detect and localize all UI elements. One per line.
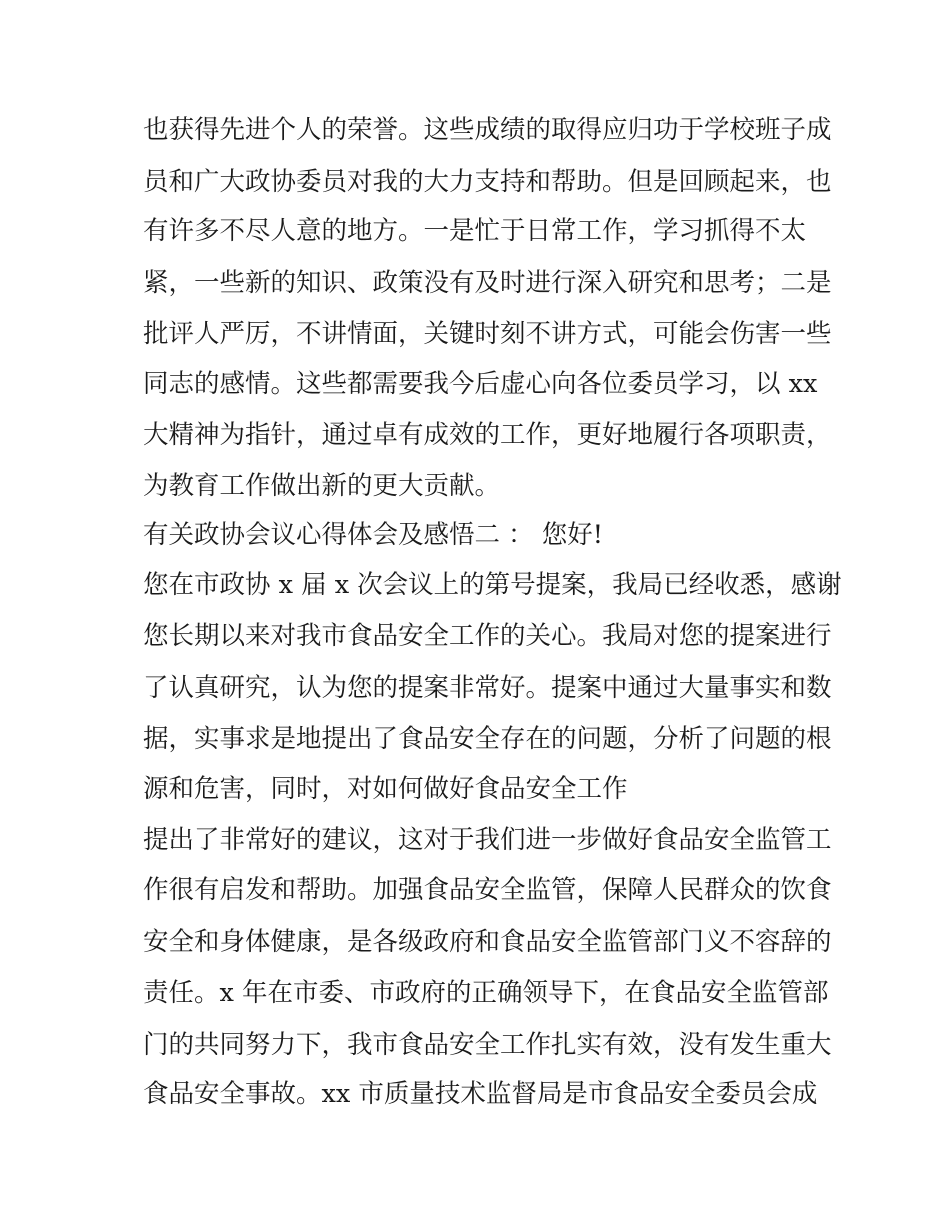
section-heading: 有关政协会议心得体会及感悟二 ： 您好! [143,520,603,550]
text-line: 大精神为指针，通过卓有成效的工作，更好地履行各项职责， [143,420,832,450]
text-line: 源和危害，同时，对如何做好食品安全工作 [143,774,628,804]
text-line: 责任。x 年在市委、市政府的正确领导下，在食品安全监管部 [143,978,829,1008]
text-line: 食品安全事故。xx 市质量技术监督局是市食品安全委员会成 [143,1079,818,1109]
text-line: 您在市政协 x 届 x 次会议上的第号提案，我局已经收悉，感谢 [143,570,842,600]
text-line: 有许多不尽人意的地方。一是忙于日常工作，学习抓得不太 [143,216,807,246]
text-line: 提出了非常好的建议，这对于我们进一步做好食品安全监管工 [143,825,832,855]
text-line: 您长期以来对我市食品安全工作的关心。我局对您的提案进行 [143,621,832,651]
text-line: 也获得先进个人的荣誉。这些成绩的取得应归功于学校班子成 [143,115,832,145]
text-line: 同志的感情。这些都需要我今后虚心向各位委员学习，以 xx [143,369,818,399]
text-line: 据，实事求是地提出了食品安全存在的问题，分析了问题的根 [143,724,832,754]
text-line: 门的共同努力下，我市食品安全工作扎实有效，没有发生重大 [143,1030,832,1060]
text-line: 紧，一些新的知识、政策没有及时进行深入研究和思考；二是 [143,268,832,298]
text-line: 作很有启发和帮助。加强食品安全监管，保障人民群众的饮食 [143,875,832,905]
text-line: 安全和身体健康，是各级政府和食品安全监管部门义不容辞的 [143,927,832,957]
text-line: 了认真研究，认为您的提案非常好。提案中通过大量事实和数 [143,673,832,703]
text-line: 批评人严厉，不讲情面，关键时刻不讲方式，可能会伤害一些 [143,319,832,349]
text-line: 为教育工作做出新的更大贡献。 [143,471,501,501]
text-line: 员和广大政协委员对我的大力支持和帮助。但是回顾起来，也 [143,167,832,197]
